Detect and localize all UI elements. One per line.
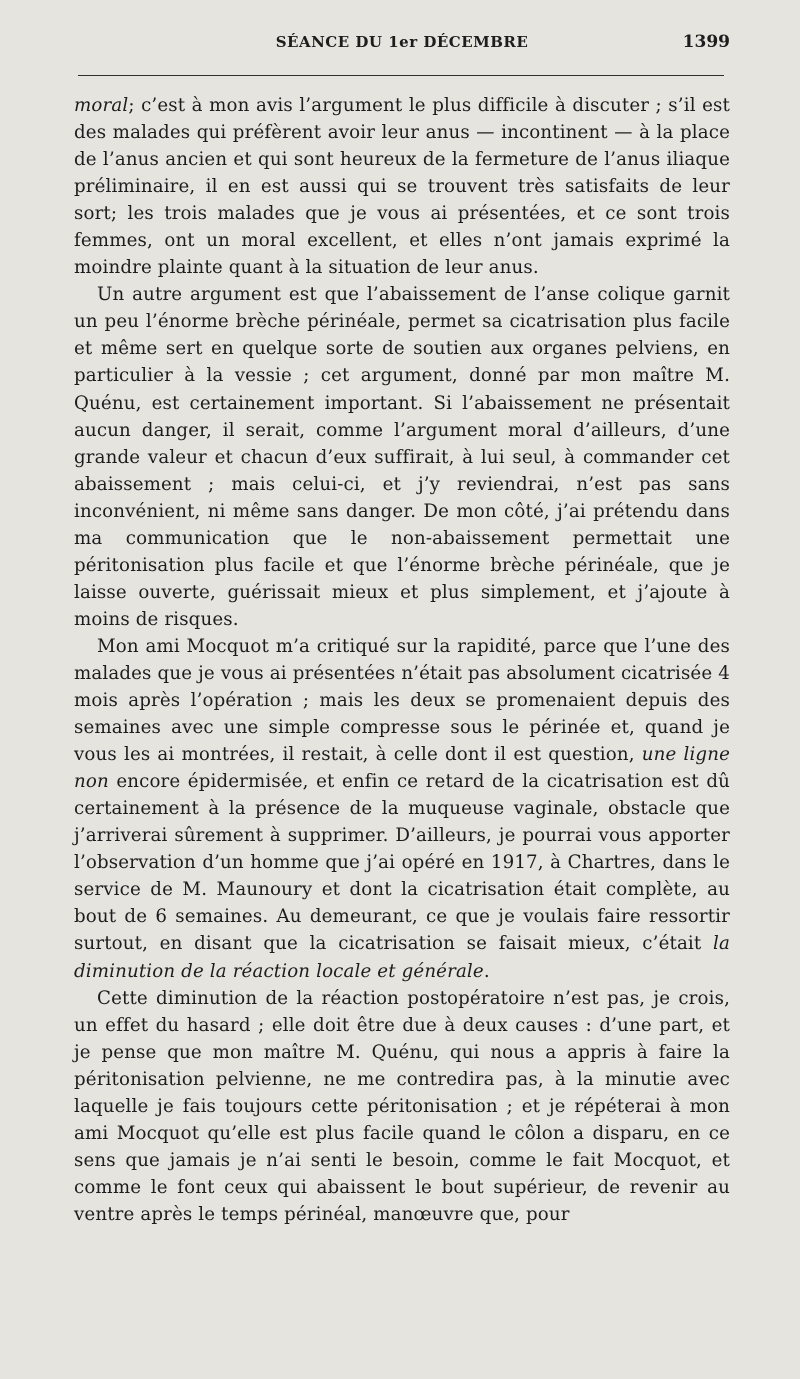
header-rule [78,75,724,76]
text-segment: moral [74,95,129,116]
running-head: SÉANCE DU 1er DÉCEMBRE [275,33,529,51]
text-segment: une ligne non [74,744,730,793]
text-segment: ; c’est à mon avis l’argument le plus difficile à discuter ; s’il est des malades qui préfèrent avoir leur anus — incontinent — à la place de l’anus ancien et qui sont heureux de la fermeture de l’anus iliaque préliminaire, il en est aussi qui se trouvent très satisfaits de leur sort; les trois malades que je vous ai présentées, et ce sont trois femmes, ont un moral excellent, et elles n’ont jamais exprimé la moindre plainte quant à la situation de leur anus. [74,95,730,279]
paragraph [74,92,730,281]
text-segment: la diminution de la réaction locale et générale [74,933,730,982]
text-segment: encore épidermisée, et enfin ce retard de la cicatrisation est dû certainement à la présence de la muqueuse vaginale, obstacle que j’arriverai sûrement à supprimer. D’ailleurs, je pourrai vous apporter l’observation d’un homme que j’ai opéré en 1917, à Chartres, dans le service de M. Maunoury et dont la cicatrisation était complète, au bout de 6 semaines. Au demeurant, ce que je voulais faire ressortir surtout, en disant que la cicatrisation se faisait mieux, c’était [74,771,730,955]
paragraph [74,985,730,1228]
text-segment: Cette diminution de la réaction postopératoire n’est pas, je crois, un effet du hasard ; elle doit être due à deux causes : d’une part, et je pense que mon maître M. Quénu, qui nous a appris à faire la péritonisation pelvienne, ne me contredira pas, à la minutie avec laquelle je fais toujours cette péritonisation ; et je répéterai à mon ami Mocquot qu’elle est plus facile quand le côlon a disparu, en ce sens que jamais je n’ai senti le besoin, comme le fait Mocquot, et comme le font ceux qui abaissent le bout supérieur, de revenir au ventre après le temps périnéal, manœuvre que, pour [74,987,730,1225]
text-segment: Un autre argument est que l’abaissement de l’anse colique garnit un peu l’énorme brèche périnéale, permet sa cicatrisation plus facile et même sert en quelque sorte de soutien aux organes pelviens, en particulier à la vessie ; cet argument, donné par mon maître M. Quénu, est certainement important. Si l’abaissement ne présentait aucun danger, il serait, comme l’argument moral d’ailleurs, d’une grande valeur et chacun d’eux suffirait, à lui seul, à commander cet abaissement ; mais celui-ci, et j’y reviendrai, n’est pas sans inconvénient, ni même sans danger. De mon côté, j’ai prétendu dans ma communication que le non-abaissement permettait une péritonisation plus facile et que l’énorme brèche périnéale, que je laisse ouverte, guérissait mieux et plus simplement, et j’ajoute à moins de risques. [74,284,730,630]
text-segment: Mon ami Mocquot m’a critiqué sur la rapidité, parce que l’une des malades que je vous ai présentées n’était pas absolument cicatrisée 4 mois après l’opération ; mais les deux se promenaient depuis des semaines avec une simple compresse sous le périnée et, quand je vous les ai montrées, il restait, à celle dont il est question, [74,635,730,766]
body-text [74,92,730,1228]
page-header [74,33,730,59]
page-number: 1399 [682,32,730,52]
paragraph [74,281,730,633]
paragraph [74,633,730,985]
text-segment: . [483,960,490,982]
